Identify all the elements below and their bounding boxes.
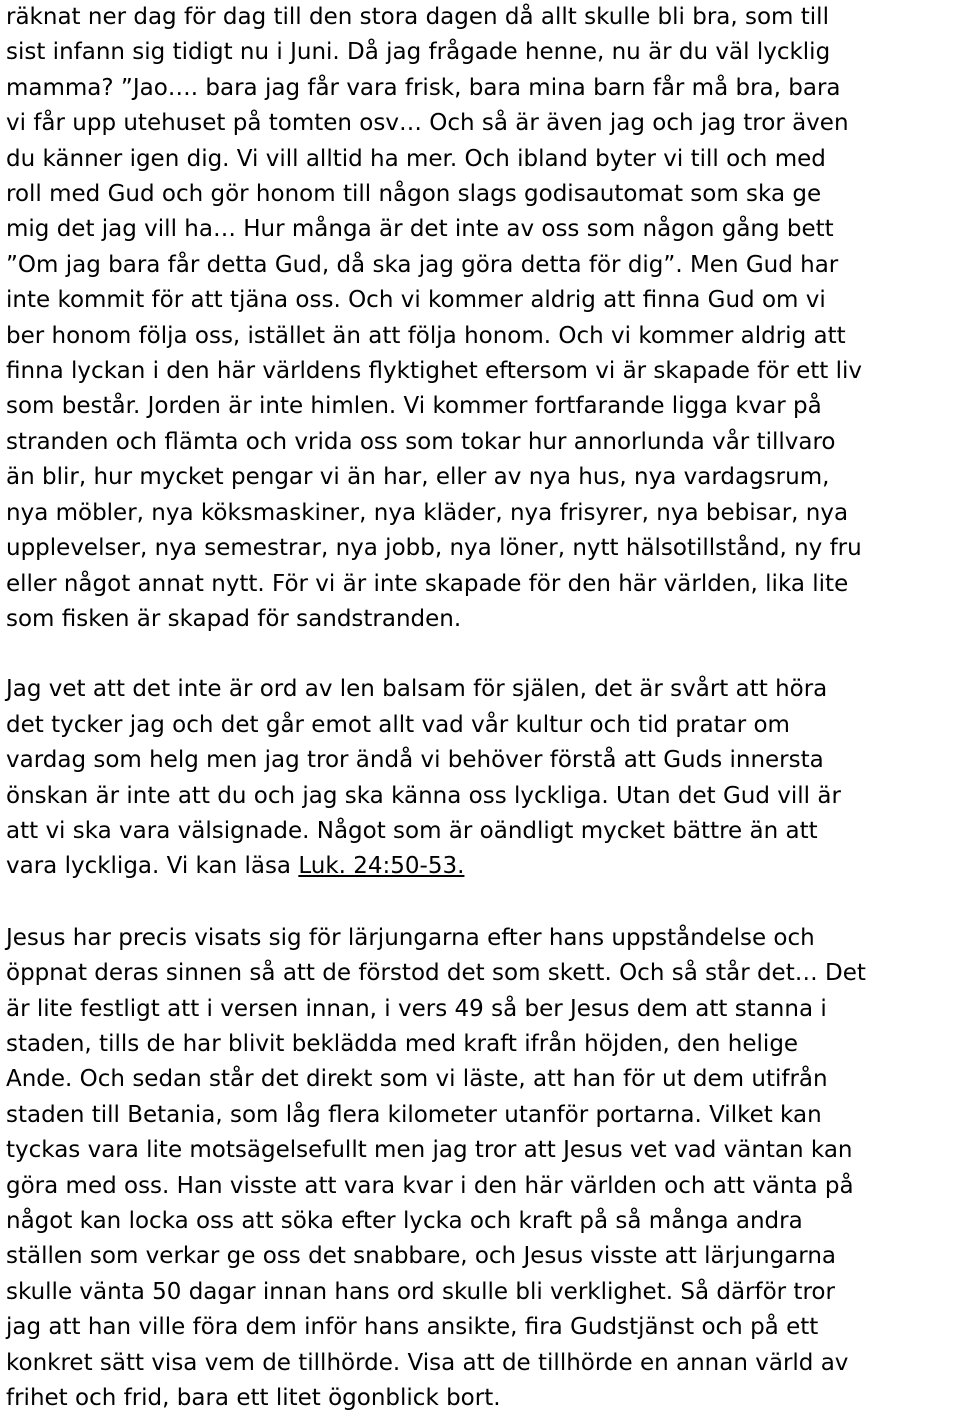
text-line: något kan locka oss att söka efter lycka och kraft på så många andra	[6, 1208, 803, 1234]
text-line: Jag vet att det inte är ord av len balsam för själen, det är svårt att höra	[6, 676, 828, 703]
text-line: skulle vänta 50 dagar innan hans ord skulle bli verklighet. Så därför tror	[6, 1278, 835, 1305]
text-line: är lite festligt att i versen innan, i vers 49 så ber Jesus dem att stanna i	[6, 995, 827, 1022]
text-line: vardag som helg men jag tror ändå vi behöver förstå att Guds innersta	[6, 747, 824, 774]
text-line: som fisken är skapad för sandstranden.	[6, 605, 462, 632]
text-line-with-reference	[6, 849, 954, 884]
text-line: inte kommit för att tjäna oss. Och vi kommer aldrig att finna Gud om vi	[6, 287, 826, 314]
text-line: roll med Gud och gör honom till någon slags godisautomat som ska ge	[6, 181, 822, 208]
text-line: räknat ner dag för dag till den stora dagen då allt skulle bli bra, som till	[6, 4, 829, 30]
text-line: göra med oss. Han visste att vara kvar i den här världen och att vänta på	[6, 1172, 854, 1199]
text-line: mig det jag vill ha… Hur många är det inte av oss som någon gång bett	[6, 216, 834, 243]
text-line: sist infann sig tidigt nu i Juni. Då jag frågade henne, nu är du väl lycklig	[6, 39, 831, 66]
text-line: vi får upp utehuset på tomten osv… Och så är även jag och jag tror även	[6, 110, 849, 137]
text-line: jag att han ville föra dem inför hans ansikte, fira Gudstjänst och på ett	[6, 1314, 819, 1341]
text-line: ”Om jag bara får detta Gud, då ska jag göra detta för dig”. Men Gud har	[6, 251, 839, 278]
text-line: det tycker jag och det går emot allt vad vår kultur och tid pratar om	[6, 711, 790, 738]
text-line: mamma? ”Jao…. bara jag får vara frisk, bara mina barn får må bra, bara	[6, 74, 841, 101]
text-line: eller något annat nytt. För vi är inte skapade för den här världen, lika lite	[6, 570, 849, 597]
text-line: Ande. Och sedan står det direkt som vi läste, att han för ut dem utifrån	[6, 1066, 828, 1093]
text-line: ställen som verkar ge oss det snabbare, och Jesus visste att lärjungarna	[6, 1243, 837, 1270]
paragraph-1	[6, 0, 954, 637]
document-page	[6, 0, 954, 1416]
paragraph-2	[6, 672, 954, 884]
text-line: staden till Betania, som låg flera kilometer utanför portarna. Vilket kan	[6, 1101, 822, 1128]
text-line: nya möbler, nya köksmaskiner, nya kläder, nya frisyrer, nya bebisar, nya	[6, 499, 849, 526]
text-line: staden, tills de har blivit beklädda med kraft ifrån höjden, den helige	[6, 1030, 799, 1057]
text-line: tyckas vara lite motsägelsefullt men jag tror att Jesus vet vad väntan kan	[6, 1137, 853, 1164]
text-line: att vi ska vara välsignade. Något som är oändligt mycket bättre än att	[6, 817, 818, 844]
text-line: önskan är inte att du och jag ska känna oss lyckliga. Utan det Gud vill är	[6, 782, 841, 809]
text-line: du känner igen dig. Vi vill alltid ha mer. Och ibland byter vi till och med	[6, 145, 826, 172]
text-line: konkret sätt visa vem de tillhörde. Visa att de tillhörde en annan värld av	[6, 1349, 849, 1376]
text-line: stranden och flämta och vrida oss som tokar hur annorlunda vår tillvaro	[6, 428, 836, 455]
text-line: Jesus har precis visats sig för lärjungarna efter hans uppståndelse och	[6, 924, 815, 951]
text-segment: vara lyckliga. Vi kan läsa	[6, 853, 299, 880]
text-line: än blir, hur mycket pengar vi än har, eller av nya hus, nya vardagsrum,	[6, 464, 830, 491]
bible-reference-link[interactable]: Luk. 24:50-53.	[298, 853, 465, 880]
paragraph-spacer	[6, 637, 954, 672]
text-line: öppnat deras sinnen så att de förstod det som skett. Och så står det… Det	[6, 960, 866, 987]
text-line: ber honom följa oss, istället än att följa honom. Och vi kommer aldrig att	[6, 322, 846, 349]
text-line: upplevelser, nya semestrar, nya jobb, nya löner, nytt hälsotillstånd, ny fru	[6, 535, 862, 562]
text-line: frihet och frid, bara ett litet ögonblick bort.	[6, 1385, 501, 1412]
text-line: finna lyckan i den här världens flyktighet eftersom vi är skapade för ett liv	[6, 358, 863, 385]
paragraph-3	[6, 921, 954, 1417]
paragraph-spacer	[6, 885, 954, 921]
text-line: som består. Jorden är inte himlen. Vi kommer fortfarande ligga kvar på	[6, 393, 822, 420]
